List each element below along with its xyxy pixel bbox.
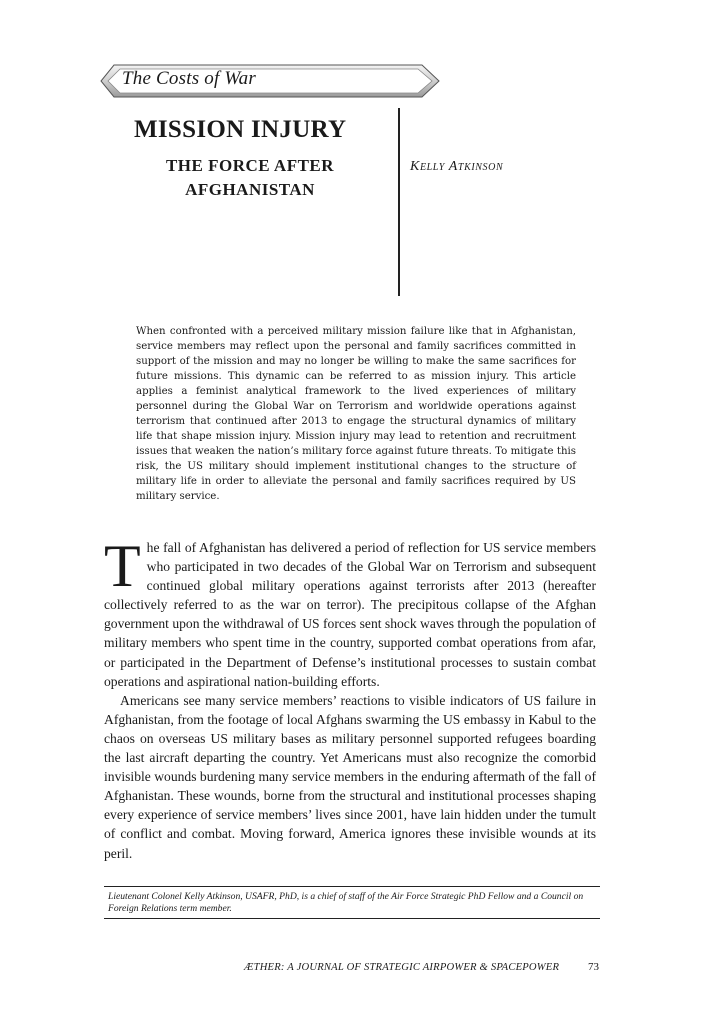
author-name: Kelly Atkinson xyxy=(410,159,504,174)
footnote-rule-bottom xyxy=(104,918,600,919)
section-label: The Costs of War xyxy=(122,68,256,89)
body-paragraph: Americans see many service members’ reactions to visible indicators of US failure in Afghanistan, from the footage of local Afghans swarming the US embassy in Kabul to the chaos on overseas US military bases as military personnel supported refugees boarding the last aircraft departing the country. Yet Americans must also recognize the comorbid invisible wounds burdening many service members in the enduring aftermath of the fall of Afghanistan. These wounds, borne from the structural and institutional processes shaping every experience of service members’ lives since 2001, have lain hidden under the tumult of conflict and combat. Moving forward, America ignores these invisible wounds at its peril. xyxy=(104,692,596,861)
body-paragraph xyxy=(104,533,596,691)
title-divider xyxy=(398,108,400,296)
paragraph-text: he fall of Afghanistan has delivered a period of reflection for US service members who participated in two decades of the Global War on Terrorism and subsequent continued global military operations against terrorists after 2013 (hereafter collectively referred to as the war on terror). The precipitous collapse of the Afghan government upon the withdrawal of US forces sent shock waves through the population of military members who spent time in the country, supported combat operations from afar, or participated in the Department of Defense’s institutional processes to sustain combat operations and aspirational nation-building efforts. xyxy=(104,540,596,689)
article-subtitle: THE FORCE AFTER AFGHANISTAN xyxy=(165,156,335,199)
article-title: MISSION INJURY xyxy=(134,116,347,143)
article-body xyxy=(104,533,596,863)
drop-cap: T xyxy=(104,533,141,599)
footnote-rule-top xyxy=(104,886,600,887)
section-banner xyxy=(100,64,440,98)
page-number: 73 xyxy=(588,961,599,973)
running-footer: ÆTHER: A JOURNAL OF STRATEGIC AIRPOWER & SPACEPOWER xyxy=(244,962,560,973)
abstract: When confronted with a perceived military mission failure like that in Afghanistan, service members may reflect upon the personal and family sacrifices committed in support of the mission and may no longer be willing to make the same sacrifices for future missions. This dynamic can be referred to as mission injury. This article applies a feminist analytical framework to the lived experiences of military personnel during the Global War on Terrorism and worldwide operations against terrorism that continued after 2013 to engage the structural dynamics of military life that shape mission injury. Mission injury may lead to retention and recruitment issues that weaken the nation’s military force against future threats. To mitigate this risk, the US military should implement institutional changes to the structure of military life in order to alleviate the personal and family sacrifices required by US military service. xyxy=(136,326,576,502)
author-footnote: Lieutenant Colonel Kelly Atkinson, USAFR, PhD, is a chief of staff of the Air Force Strategic PhD Fellow and a Council on Foreign Relations term member. xyxy=(108,891,584,914)
